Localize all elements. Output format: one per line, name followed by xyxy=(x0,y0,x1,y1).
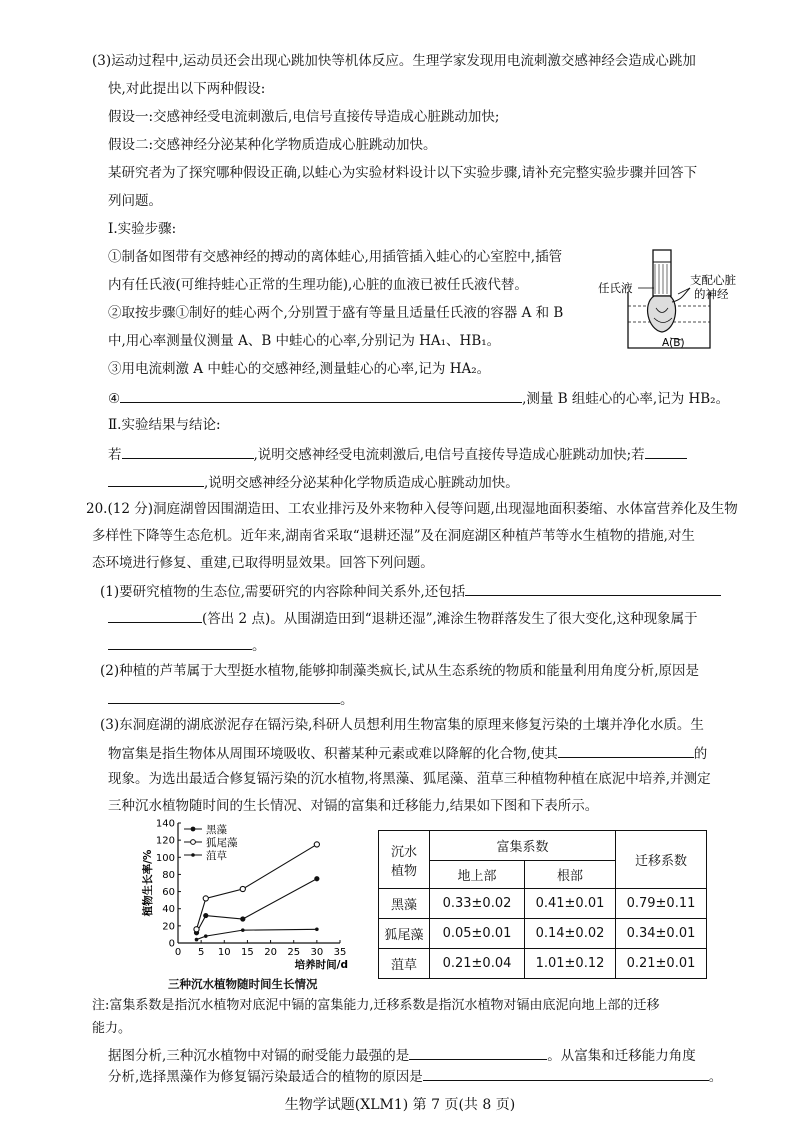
q19-step1-line1: ①制备如图带有交感神经的搏动的离体蛙心,用插管插入蛙心的心室腔中,插管 xyxy=(108,249,563,265)
q19-results-title: Ⅱ.实验结果与结论: xyxy=(108,417,221,433)
x-tick-label: 20 xyxy=(264,947,277,958)
x-tick-label: 0 xyxy=(174,947,182,958)
label-container-ab: A(B) xyxy=(662,337,685,349)
q19-step4 xyxy=(108,388,800,408)
q20-intro-line1: 20.(12 分)洞庭湖曾因围湖造田、工农业排污及外来物种入侵等问题,出现湿地面积萎缩、水体富营养化及生物 xyxy=(86,501,738,517)
q20-final-text1a: 据图分析,三种沉水植物中对镉的耐受能力最强的是 xyxy=(108,1048,410,1064)
data-point xyxy=(314,842,319,847)
growth-chart xyxy=(140,815,355,975)
legend-label: 黑藻 xyxy=(206,824,227,836)
answer-blank-result-2b[interactable] xyxy=(108,472,204,487)
q20-intro-line2: 多样性下降等生态危机。近年来,湖南省采取“退耕还湿”及在洞庭湖区种植芦苇等水生植物的措施,对生 xyxy=(92,528,695,544)
q20-intro-line3: 态环境进行修复、重建,已取得明显效果。回答下列问题。 xyxy=(92,555,434,571)
table-cell-plant: 菹草 xyxy=(379,949,430,979)
table-row xyxy=(379,949,707,979)
data-point xyxy=(240,916,245,921)
legend-marker xyxy=(191,827,196,832)
answer-blank-final-2[interactable] xyxy=(423,1066,709,1081)
legend-marker xyxy=(191,853,195,857)
table-cell-migrate: 0.34±0.01 xyxy=(616,919,707,949)
table-cell-plant: 黑藻 xyxy=(379,889,430,919)
data-point xyxy=(194,927,199,932)
data-point xyxy=(204,934,208,938)
answer-blank-result-1[interactable] xyxy=(122,444,254,459)
table-cell-root: 1.01±0.12 xyxy=(525,949,616,979)
q20-final-end: 。 xyxy=(708,1069,723,1085)
table-cell-migrate: 0.79±0.11 xyxy=(616,889,707,919)
q19-step1-line2: 内有任氏液(可维持蛙心正常的生理功能),心脏的血液已被任氏液代替。 xyxy=(108,277,528,293)
label-nerve-line2: 的神经 xyxy=(694,287,729,301)
q20-q1-line2 xyxy=(108,608,800,628)
y-tick-label: 20 xyxy=(162,921,175,933)
q19-step3: ③用电流刺激 A 中蛙心的交感神经,测量蛙心的心率,记为 HA₂。 xyxy=(108,361,491,377)
q20-q1-line1 xyxy=(100,581,800,601)
y-axis-label: 植物生长率/% xyxy=(142,849,154,917)
q20-final-line1 xyxy=(108,1045,800,1065)
cannula-tube xyxy=(653,250,671,296)
q20-q3-line2 xyxy=(108,743,800,763)
legend-label: 菹草 xyxy=(206,850,227,862)
q20-q1-line3 xyxy=(108,635,800,655)
table-cell-above: 0.21±0.04 xyxy=(430,949,525,979)
q20-q1-text2: (答出 2 点)。从围湖造田到“退耕还湿”,滩涂生物群落发生了很大变化,这种现象属于 xyxy=(202,611,698,627)
chart-caption: 三种沉水植物随时间生长情况 xyxy=(168,977,318,991)
q20-final-line2 xyxy=(108,1066,800,1086)
table-header-migration: 迁移系数 xyxy=(616,831,707,889)
answer-blank-q1-a[interactable] xyxy=(465,581,721,596)
q20-q3-line3: 现象。为选出最适合修复镉污染的沉水植物,将黑藻、狐尾藻、菹草三种植物种植在底泥中培养,并测定 xyxy=(108,771,711,787)
cadmium-table xyxy=(378,830,707,979)
q19-hypothesis-2: 假设二:交感神经分泌某种化学物质造成心脏跳动加快。 xyxy=(108,137,437,153)
table-header-root: 根部 xyxy=(525,861,616,889)
data-point xyxy=(203,896,208,901)
label-ringer-solution: 任氏液 xyxy=(598,281,633,295)
q20-final-text2a: 分析,选择黑藻作为修复镉污染最适合的植物的原因是 xyxy=(108,1069,423,1085)
table-note-line2: 能力。 xyxy=(92,1021,132,1036)
data-point xyxy=(203,913,208,918)
frog-heart xyxy=(648,296,676,332)
x-tick-label: 35 xyxy=(333,947,347,958)
x-tick-label: 15 xyxy=(241,947,254,958)
data-point xyxy=(314,876,319,881)
q20-q1-end: 。 xyxy=(252,638,266,654)
q19-hypothesis-1: 假设一:交感神经受电流刺激后,电信号直接传导造成心脏跳动加快; xyxy=(108,109,500,125)
q19-task-line1: 某研究者为了探究哪种假设正确,以蛙心为实验材料设计以下实验步骤,请补充完整实验步骤并回答下 xyxy=(108,165,698,181)
answer-blank-q3[interactable] xyxy=(558,743,694,758)
q19-result-if-1: 若 xyxy=(108,447,122,463)
q20-q3-text2a: 物富集是指生物体从周围环境吸收、积蓄某种元素或难以降解的化合物,使其 xyxy=(108,746,558,762)
table-cell-migrate: 0.21±0.01 xyxy=(616,949,707,979)
table-cell-above: 0.33±0.02 xyxy=(430,889,525,919)
q19-step4-suffix: ,测量 B 组蛙心的心率,记为 HB₂。 xyxy=(522,391,730,407)
x-tick-label: 5 xyxy=(197,947,205,958)
q19-step4-prefix: ④ xyxy=(108,391,121,407)
table-cell-plant: 狐尾藻 xyxy=(379,919,430,949)
legend-marker xyxy=(191,840,196,845)
y-tick-label: 60 xyxy=(162,887,175,899)
x-tick-label: 25 xyxy=(287,947,301,958)
growth-chart-svg xyxy=(140,815,355,975)
table-note-line1: 注:富集系数是指沉水植物对底泥中镉的富集能力,迁移系数是指沉水植物对镉由底泥向地上部的迁移 xyxy=(92,998,660,1013)
y-tick-label: 100 xyxy=(155,852,175,864)
series-line-2 xyxy=(197,929,317,939)
y-tick-label: 80 xyxy=(162,869,175,881)
table-header-plant: 沉水 植物 xyxy=(379,831,430,889)
q19-p3-line1: (3)运动过程中,运动员还会出现心跳加快等机体反应。生理学家发现用电流刺激交感神经会造成心跳加 xyxy=(92,53,696,69)
sympathetic-nerve xyxy=(672,288,690,302)
answer-blank-result-2a[interactable] xyxy=(645,444,687,459)
table-row xyxy=(379,889,707,919)
x-axis-label: 培养时间/d xyxy=(294,959,348,971)
q19-step2-line2: 中,用心率测量仪测量 A、B 中蛙心的心率,分别记为 HA₁、HB₁。 xyxy=(108,333,501,349)
table-header-enrichment: 富集系数 xyxy=(430,831,616,861)
answer-blank-step4[interactable] xyxy=(120,388,522,403)
q20-q2-line1: (2)种植的芦苇属于大型挺水植物,能够抑制藻类疯长,试从生态系统的物质和能量利用角度分析,原因是 xyxy=(100,663,699,679)
page-footer: 生物学试题(XLM1) 第 7 页(共 8 页) xyxy=(284,1097,516,1113)
x-tick-label: 10 xyxy=(217,947,231,958)
q20-q3-text2b: 的 xyxy=(693,746,708,762)
q20-q2-line2 xyxy=(108,689,800,709)
q19-steps-title: Ⅰ.实验步骤: xyxy=(108,221,177,237)
series-line-0 xyxy=(197,879,317,933)
table-row xyxy=(379,919,707,949)
q19-p3-line2: 快,对此提出以下两种假设: xyxy=(108,81,266,97)
table-header-above: 地上部 xyxy=(430,861,525,889)
q19-result-line1 xyxy=(108,444,800,464)
legend-label: 狐尾藻 xyxy=(206,837,238,849)
q19-result-mid: ,说明交感神经受电流刺激后,电信号直接传导造成心脏跳动加快;若 xyxy=(253,447,645,463)
q19-step2-line1: ②取按步骤①制好的蛙心两个,分别置于盛有等量且适量任氏液的容器 A 和 B xyxy=(108,305,564,321)
label-nerve-line1: 支配心脏 xyxy=(690,273,736,287)
y-tick-label: 120 xyxy=(155,835,175,847)
q20-q3-line4: 三种沉水植物随时间的生长情况、对镉的富集和迁移能力,结果如下图和下表所示。 xyxy=(108,798,599,814)
q19-result-line2 xyxy=(108,472,800,492)
table-cell-root: 0.41±0.01 xyxy=(525,889,616,919)
q19-result-end: ,说明交感神经分泌某种化学物质造成心脏跳动加快。 xyxy=(204,475,519,491)
q20-final-text1b: 。从富集和迁移能力角度 xyxy=(547,1048,696,1064)
answer-blank-q1-b[interactable] xyxy=(108,608,202,623)
table-cell-root: 0.14±0.02 xyxy=(525,919,616,949)
y-tick-label: 140 xyxy=(155,818,175,830)
answer-blank-final-1[interactable] xyxy=(409,1045,547,1060)
data-point xyxy=(315,927,319,931)
y-tick-label: 0 xyxy=(168,938,175,950)
x-tick-label: 30 xyxy=(310,947,324,958)
frog-heart-apparatus-diagram xyxy=(598,248,748,353)
q20-q2-end: 。 xyxy=(340,692,354,708)
q20-q1-text1: (1)要研究植物的生态位,需要研究的内容除种间关系外,还包括 xyxy=(100,584,466,600)
data-point xyxy=(241,928,245,932)
data-point xyxy=(195,938,199,942)
table-cell-above: 0.05±0.01 xyxy=(430,919,525,949)
q20-q3-line1: (3)东洞庭湖的湖底淤泥存在镉污染,科研人员想利用生物富集的原理来修复污染的土壤并净化水质。生 xyxy=(100,717,704,733)
answer-blank-q1-c[interactable] xyxy=(108,635,252,650)
data-point xyxy=(240,886,245,891)
answer-blank-q2[interactable] xyxy=(108,689,340,704)
y-tick-label: 40 xyxy=(162,904,175,916)
q19-task-line2: 列问题。 xyxy=(108,193,162,209)
